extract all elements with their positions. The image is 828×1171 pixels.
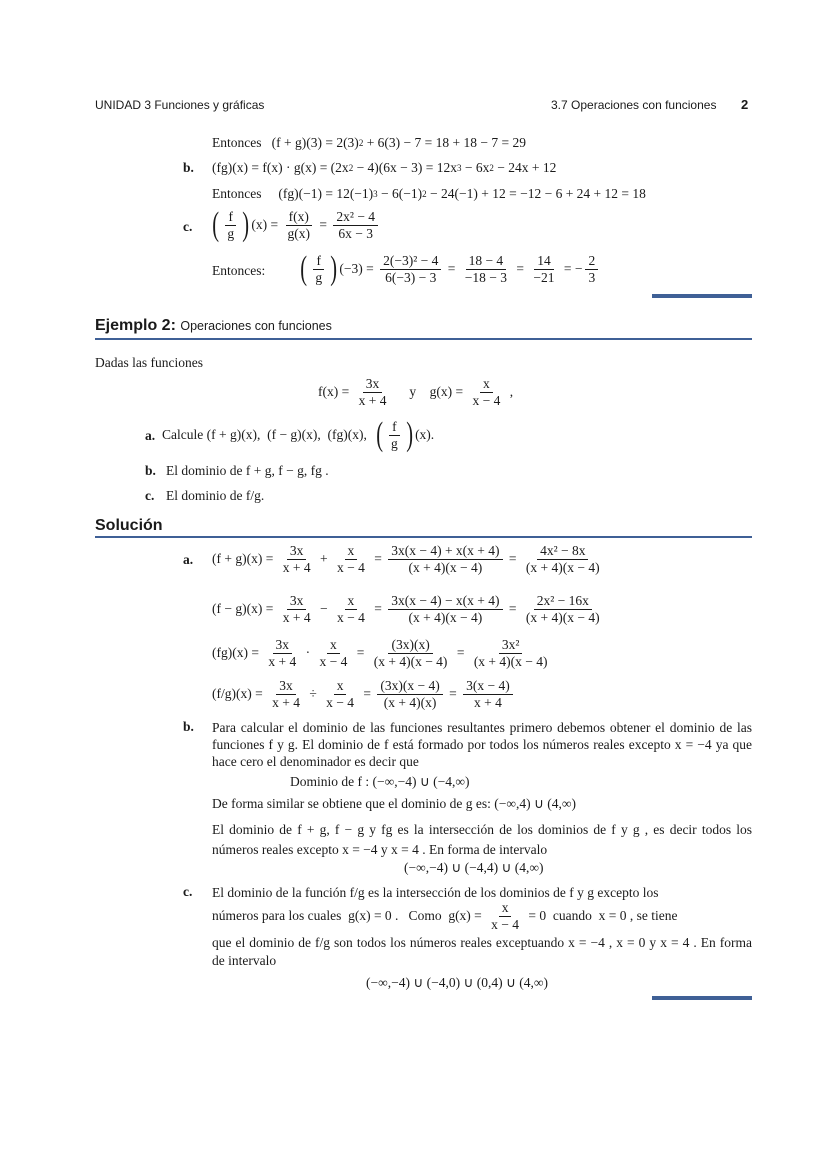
left-paren: ( bbox=[212, 206, 220, 243]
fraction bbox=[471, 637, 551, 669]
item-label: a. bbox=[183, 552, 194, 567]
denominator: (x + 4)(x − 4) bbox=[373, 653, 448, 669]
equation bbox=[212, 135, 526, 151]
paragraph: El dominio de la función f/g es la intersección de los dominios de f y g excepto los bbox=[212, 885, 659, 900]
math-text: + 6(3) − 7 = 18 + 18 − 7 = 29 bbox=[363, 135, 526, 150]
denominator: −21 bbox=[533, 269, 555, 285]
domain-f: Dominio de f : (−∞,−4) ∪ (−4,∞) bbox=[290, 774, 470, 789]
numerator: 2 bbox=[585, 253, 598, 270]
numerator: f bbox=[313, 253, 324, 270]
math-text: (f + g)(x) = bbox=[212, 551, 277, 567]
math-text: + bbox=[316, 551, 331, 567]
equation bbox=[298, 252, 601, 286]
fraction bbox=[265, 637, 299, 669]
fraction bbox=[530, 253, 557, 285]
fraction bbox=[316, 637, 350, 669]
math-text: = bbox=[453, 645, 468, 661]
numerator: 3x bbox=[363, 376, 383, 393]
fraction bbox=[488, 900, 522, 932]
denominator: x − 4 bbox=[491, 916, 520, 932]
item-label: b. bbox=[145, 463, 156, 478]
numerator: (3x)(x) bbox=[388, 637, 432, 654]
fraction bbox=[280, 593, 314, 625]
denominator: (x + 4)(x − 4) bbox=[525, 559, 600, 575]
denominator: g bbox=[315, 269, 323, 285]
domain-g: De forma similar se obtiene que el dominio de g es: (−∞,4) ∪ (4,∞) bbox=[212, 796, 577, 811]
denominator: x − 4 bbox=[326, 694, 355, 710]
numerator: 3x bbox=[287, 593, 307, 610]
equation bbox=[212, 678, 516, 710]
equation bbox=[212, 900, 678, 932]
numerator: f bbox=[225, 209, 236, 226]
text: El dominio de f + g, f − g, fg . bbox=[166, 463, 329, 478]
numerator: x bbox=[327, 637, 340, 654]
fraction bbox=[523, 543, 603, 575]
equation bbox=[212, 160, 556, 176]
numerator: 2x² − 4 bbox=[333, 209, 378, 226]
equation bbox=[210, 208, 381, 242]
paren-fraction bbox=[298, 252, 339, 286]
left-paren: ( bbox=[300, 250, 308, 287]
fraction bbox=[224, 209, 237, 241]
solution-heading: Solución bbox=[95, 517, 163, 534]
math-text: , bbox=[506, 384, 514, 400]
math-text: = bbox=[505, 551, 520, 567]
denominator: x − 4 bbox=[336, 559, 365, 575]
item-label: a. bbox=[145, 428, 156, 443]
fraction bbox=[334, 593, 368, 625]
fraction bbox=[585, 253, 598, 285]
interval: (−∞,−4) ∪ (−4,4) ∪ (4,∞) bbox=[404, 860, 544, 875]
math-text: = bbox=[316, 217, 331, 232]
numerator: 14 bbox=[534, 253, 554, 270]
math-text: números para los cuales g(x) = 0 . Como g(x) = bbox=[212, 908, 486, 924]
page-number: 2 bbox=[741, 97, 749, 112]
numerator: (3x)(x − 4) bbox=[377, 678, 442, 695]
denominator: −18 − 3 bbox=[464, 269, 507, 285]
item-label: c. bbox=[183, 219, 193, 234]
denominator: x − 4 bbox=[472, 392, 501, 408]
item-label: b. bbox=[183, 719, 194, 734]
denominator: x + 4 bbox=[272, 694, 300, 710]
fraction bbox=[312, 253, 325, 285]
numerator: 2(−3)² − 4 bbox=[380, 253, 441, 270]
paragraph: Para calcular el dominio de las funciones resultantes primero debemos obtener el dominio de las funciones f y g. El dominio de f está formado por todos los números reales excepto x = −4 ya que hace cero el denominador es decir que bbox=[212, 720, 752, 769]
denominator: (x + 4)(x) bbox=[383, 694, 437, 710]
numerator: f bbox=[389, 419, 400, 436]
fraction bbox=[323, 678, 357, 710]
denominator: (x + 4)(x − 4) bbox=[408, 609, 483, 625]
fraction bbox=[388, 419, 401, 451]
paren-fraction bbox=[374, 418, 415, 452]
denominator: x + 4 bbox=[473, 694, 502, 710]
math-text: (fg)(x) = f(x) · g(x) = (2x bbox=[212, 160, 349, 175]
numerator: 3x² bbox=[499, 637, 523, 654]
numerator: 4x² − 8x bbox=[537, 543, 588, 560]
numerator: x bbox=[334, 678, 347, 695]
superscript: 2 bbox=[348, 163, 354, 173]
math-text: = bbox=[360, 686, 375, 702]
math-text: = bbox=[513, 261, 528, 276]
math-text: = 0 cuando x = 0 , se tiene bbox=[525, 908, 678, 924]
numerator: x bbox=[345, 593, 358, 610]
math-text: y g(x) = bbox=[392, 384, 467, 400]
math-text: − bbox=[316, 601, 331, 617]
example-title: Ejemplo 2: bbox=[95, 317, 176, 334]
math-text: − 6(−1) bbox=[377, 186, 423, 201]
numerator: 3x bbox=[287, 543, 307, 560]
math-text: (x) = bbox=[251, 217, 282, 232]
denominator: (x + 4)(x − 4) bbox=[408, 559, 483, 575]
math-text: − 24x + 12 bbox=[493, 160, 557, 175]
numerator: x bbox=[345, 543, 358, 560]
item-label: c. bbox=[145, 488, 155, 503]
superscript: 2 bbox=[358, 138, 364, 148]
fraction bbox=[388, 593, 502, 625]
fraction bbox=[371, 637, 451, 669]
fraction bbox=[269, 678, 303, 710]
equation bbox=[212, 637, 554, 669]
math-text: Calcule (f + g)(x), (f − g)(x), (fg)(x), bbox=[162, 427, 374, 442]
denominator: 6(−3) − 3 bbox=[385, 269, 437, 285]
fraction bbox=[334, 543, 368, 575]
math-text: Entonces (f + g)(3) = 2(3) bbox=[212, 135, 359, 150]
math-text: (x). bbox=[415, 427, 435, 442]
denominator: (x + 4)(x − 4) bbox=[473, 653, 548, 669]
math-text: = bbox=[370, 601, 386, 617]
math-text: (f/g)(x) = bbox=[212, 686, 267, 702]
numerator: f(x) bbox=[286, 209, 312, 226]
equation bbox=[162, 418, 434, 452]
fraction bbox=[523, 593, 603, 625]
numerator: 3(x − 4) bbox=[463, 678, 513, 695]
denominator: g bbox=[390, 435, 398, 451]
math-text: = bbox=[444, 261, 459, 276]
numerator: 2x² − 16x bbox=[534, 593, 592, 610]
superscript: 3 bbox=[457, 163, 462, 173]
math-text: Entonces (fg)(−1) = 12(−1) bbox=[212, 186, 374, 201]
right-paren: ) bbox=[242, 206, 250, 243]
example-subtitle: Operaciones con funciones bbox=[180, 319, 332, 333]
math-text: (f − g)(x) = bbox=[212, 601, 277, 617]
math-text: = bbox=[445, 686, 461, 702]
equation bbox=[212, 593, 606, 625]
text: El dominio de f/g. bbox=[166, 488, 265, 503]
fraction bbox=[463, 678, 513, 710]
fraction bbox=[285, 209, 314, 241]
fraction bbox=[356, 376, 390, 408]
numerator: 3x(x − 4) + x(x + 4) bbox=[388, 543, 502, 560]
right-paren: ) bbox=[406, 416, 413, 453]
math-text: (fg)(x) = bbox=[212, 645, 263, 661]
equation bbox=[318, 376, 513, 408]
left-paren: ( bbox=[375, 416, 383, 453]
fraction bbox=[333, 209, 378, 241]
right-paren: ) bbox=[330, 250, 338, 287]
fraction bbox=[280, 543, 314, 575]
fraction bbox=[462, 253, 510, 285]
math-text: (−3) = bbox=[339, 261, 378, 276]
interval: (−∞,−4) ∪ (−4,0) ∪ (0,4) ∪ (4,∞) bbox=[366, 975, 548, 990]
numerator: x bbox=[499, 900, 512, 917]
denominator: (x + 4)(x − 4) bbox=[525, 609, 600, 625]
denominator: x + 4 bbox=[282, 609, 311, 625]
math-text: = − bbox=[560, 261, 583, 276]
math-text: · bbox=[302, 645, 314, 661]
denominator: x + 4 bbox=[268, 653, 297, 669]
superscript: 2 bbox=[422, 189, 427, 199]
fraction bbox=[380, 253, 441, 285]
example-heading bbox=[95, 317, 332, 335]
math-text: = bbox=[370, 551, 386, 567]
numerator: 3x bbox=[273, 637, 293, 654]
denominator: g bbox=[227, 225, 235, 241]
item-label: c. bbox=[183, 884, 193, 899]
fraction bbox=[377, 678, 442, 710]
header-section: 3.7 Operaciones con funciones bbox=[551, 98, 717, 112]
math-text: = bbox=[505, 601, 520, 617]
equation bbox=[212, 543, 606, 575]
numerator: 3x(x − 4) − x(x + 4) bbox=[388, 593, 502, 610]
numerator: x bbox=[480, 376, 493, 393]
denominator: x − 4 bbox=[319, 653, 348, 669]
text: Entonces: bbox=[212, 263, 266, 278]
superscript: 2 bbox=[489, 163, 494, 173]
paren-fraction bbox=[210, 208, 251, 242]
denominator: x + 4 bbox=[282, 559, 311, 575]
math-text: − 6x bbox=[461, 160, 490, 175]
header-unit: UNIDAD 3 Funciones y gráficas bbox=[95, 98, 265, 112]
math-text: f(x) = bbox=[318, 384, 353, 400]
denominator: 3 bbox=[588, 269, 596, 285]
equation bbox=[212, 186, 646, 202]
paragraph: que el dominio de f/g son todos los números reales exceptuando x = −4 , x = 0 y x = 4 . En forma de intervalo bbox=[212, 935, 752, 968]
item-label: b. bbox=[183, 160, 194, 175]
fraction bbox=[469, 376, 503, 408]
math-text: − 24(−1) + 12 = −12 − 6 + 24 + 12 = 18 bbox=[426, 186, 646, 201]
intro-text: Dadas las funciones bbox=[95, 355, 203, 370]
denominator: x − 4 bbox=[336, 609, 365, 625]
math-text: = bbox=[353, 645, 368, 661]
denominator: g(x) bbox=[287, 225, 311, 241]
section-end-bar bbox=[652, 996, 752, 1000]
fraction bbox=[388, 543, 502, 575]
denominator: 6x − 3 bbox=[338, 225, 374, 241]
math-text: ÷ bbox=[305, 686, 321, 702]
heading-rule bbox=[95, 536, 752, 538]
denominator: x + 4 bbox=[358, 392, 387, 408]
paragraph: El dominio de f + g, f − g y fg es la intersección de los dominios de f y g , es decir todos los números reales excepto x = −4 y x = 4 . En forma de intervalo bbox=[212, 822, 752, 857]
numerator: 3x bbox=[276, 678, 296, 695]
heading-rule bbox=[95, 338, 752, 340]
math-text: − 4)(6x − 3) = 12x bbox=[353, 160, 458, 175]
numerator: 18 − 4 bbox=[466, 253, 507, 270]
section-end-bar bbox=[652, 294, 752, 298]
superscript: 3 bbox=[373, 189, 378, 199]
